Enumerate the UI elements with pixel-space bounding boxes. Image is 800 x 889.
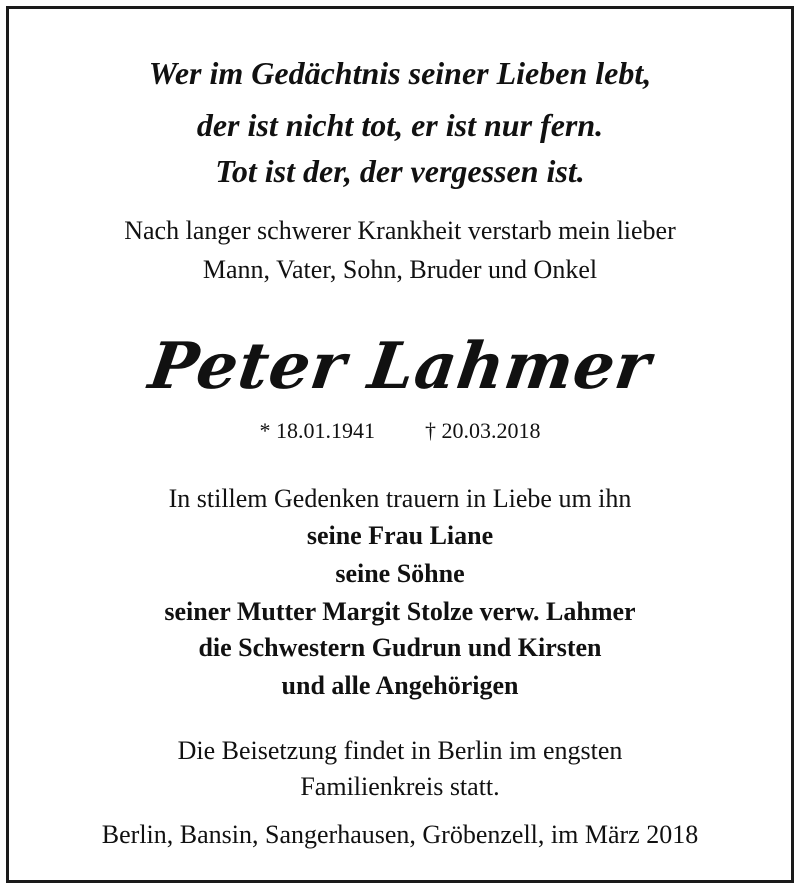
mourning-intro: In stillem Gedenken trauern in Liebe um ihn — [168, 484, 632, 513]
quote-line-3: Tot ist der, der vergessen ist. — [215, 153, 585, 189]
obituary-frame — [6, 6, 794, 883]
birth-date: * 18.01.1941 — [259, 418, 375, 443]
intro-line-2: Mann, Vater, Sohn, Bruder und Onkel — [202, 255, 598, 284]
mourner-wife: seine Frau Liane — [306, 521, 494, 550]
mourner-mother: seiner Mutter Margit Stolze verw. Lahmer — [164, 597, 636, 626]
funeral-line-2: Familienkreis statt. — [300, 772, 500, 801]
mourner-relatives: und alle Angehörigen — [281, 671, 519, 700]
quote-line-2: der ist nicht tot, er ist nur fern. — [196, 107, 604, 143]
funeral-line-1: Die Beisetzung findet in Berlin im engsten — [177, 736, 623, 765]
quote-line-1: Wer im Gedächtnis seiner Lieben lebt, — [148, 55, 652, 91]
death-date: † 20.03.2018 — [425, 418, 541, 443]
life-dates — [9, 417, 791, 445]
mourner-sisters: die Schwestern Gudrun und Kirsten — [198, 633, 602, 662]
deceased-name: Peter Lahmer — [144, 329, 656, 404]
intro-line-1: Nach langer schwerer Krankheit verstarb mein lieber — [124, 216, 676, 245]
place-date: Berlin, Bansin, Sangerhausen, Gröbenzell, im März 2018 — [101, 820, 699, 849]
obituary-notice — [9, 9, 791, 880]
mourner-sons: seine Söhne — [335, 559, 465, 588]
